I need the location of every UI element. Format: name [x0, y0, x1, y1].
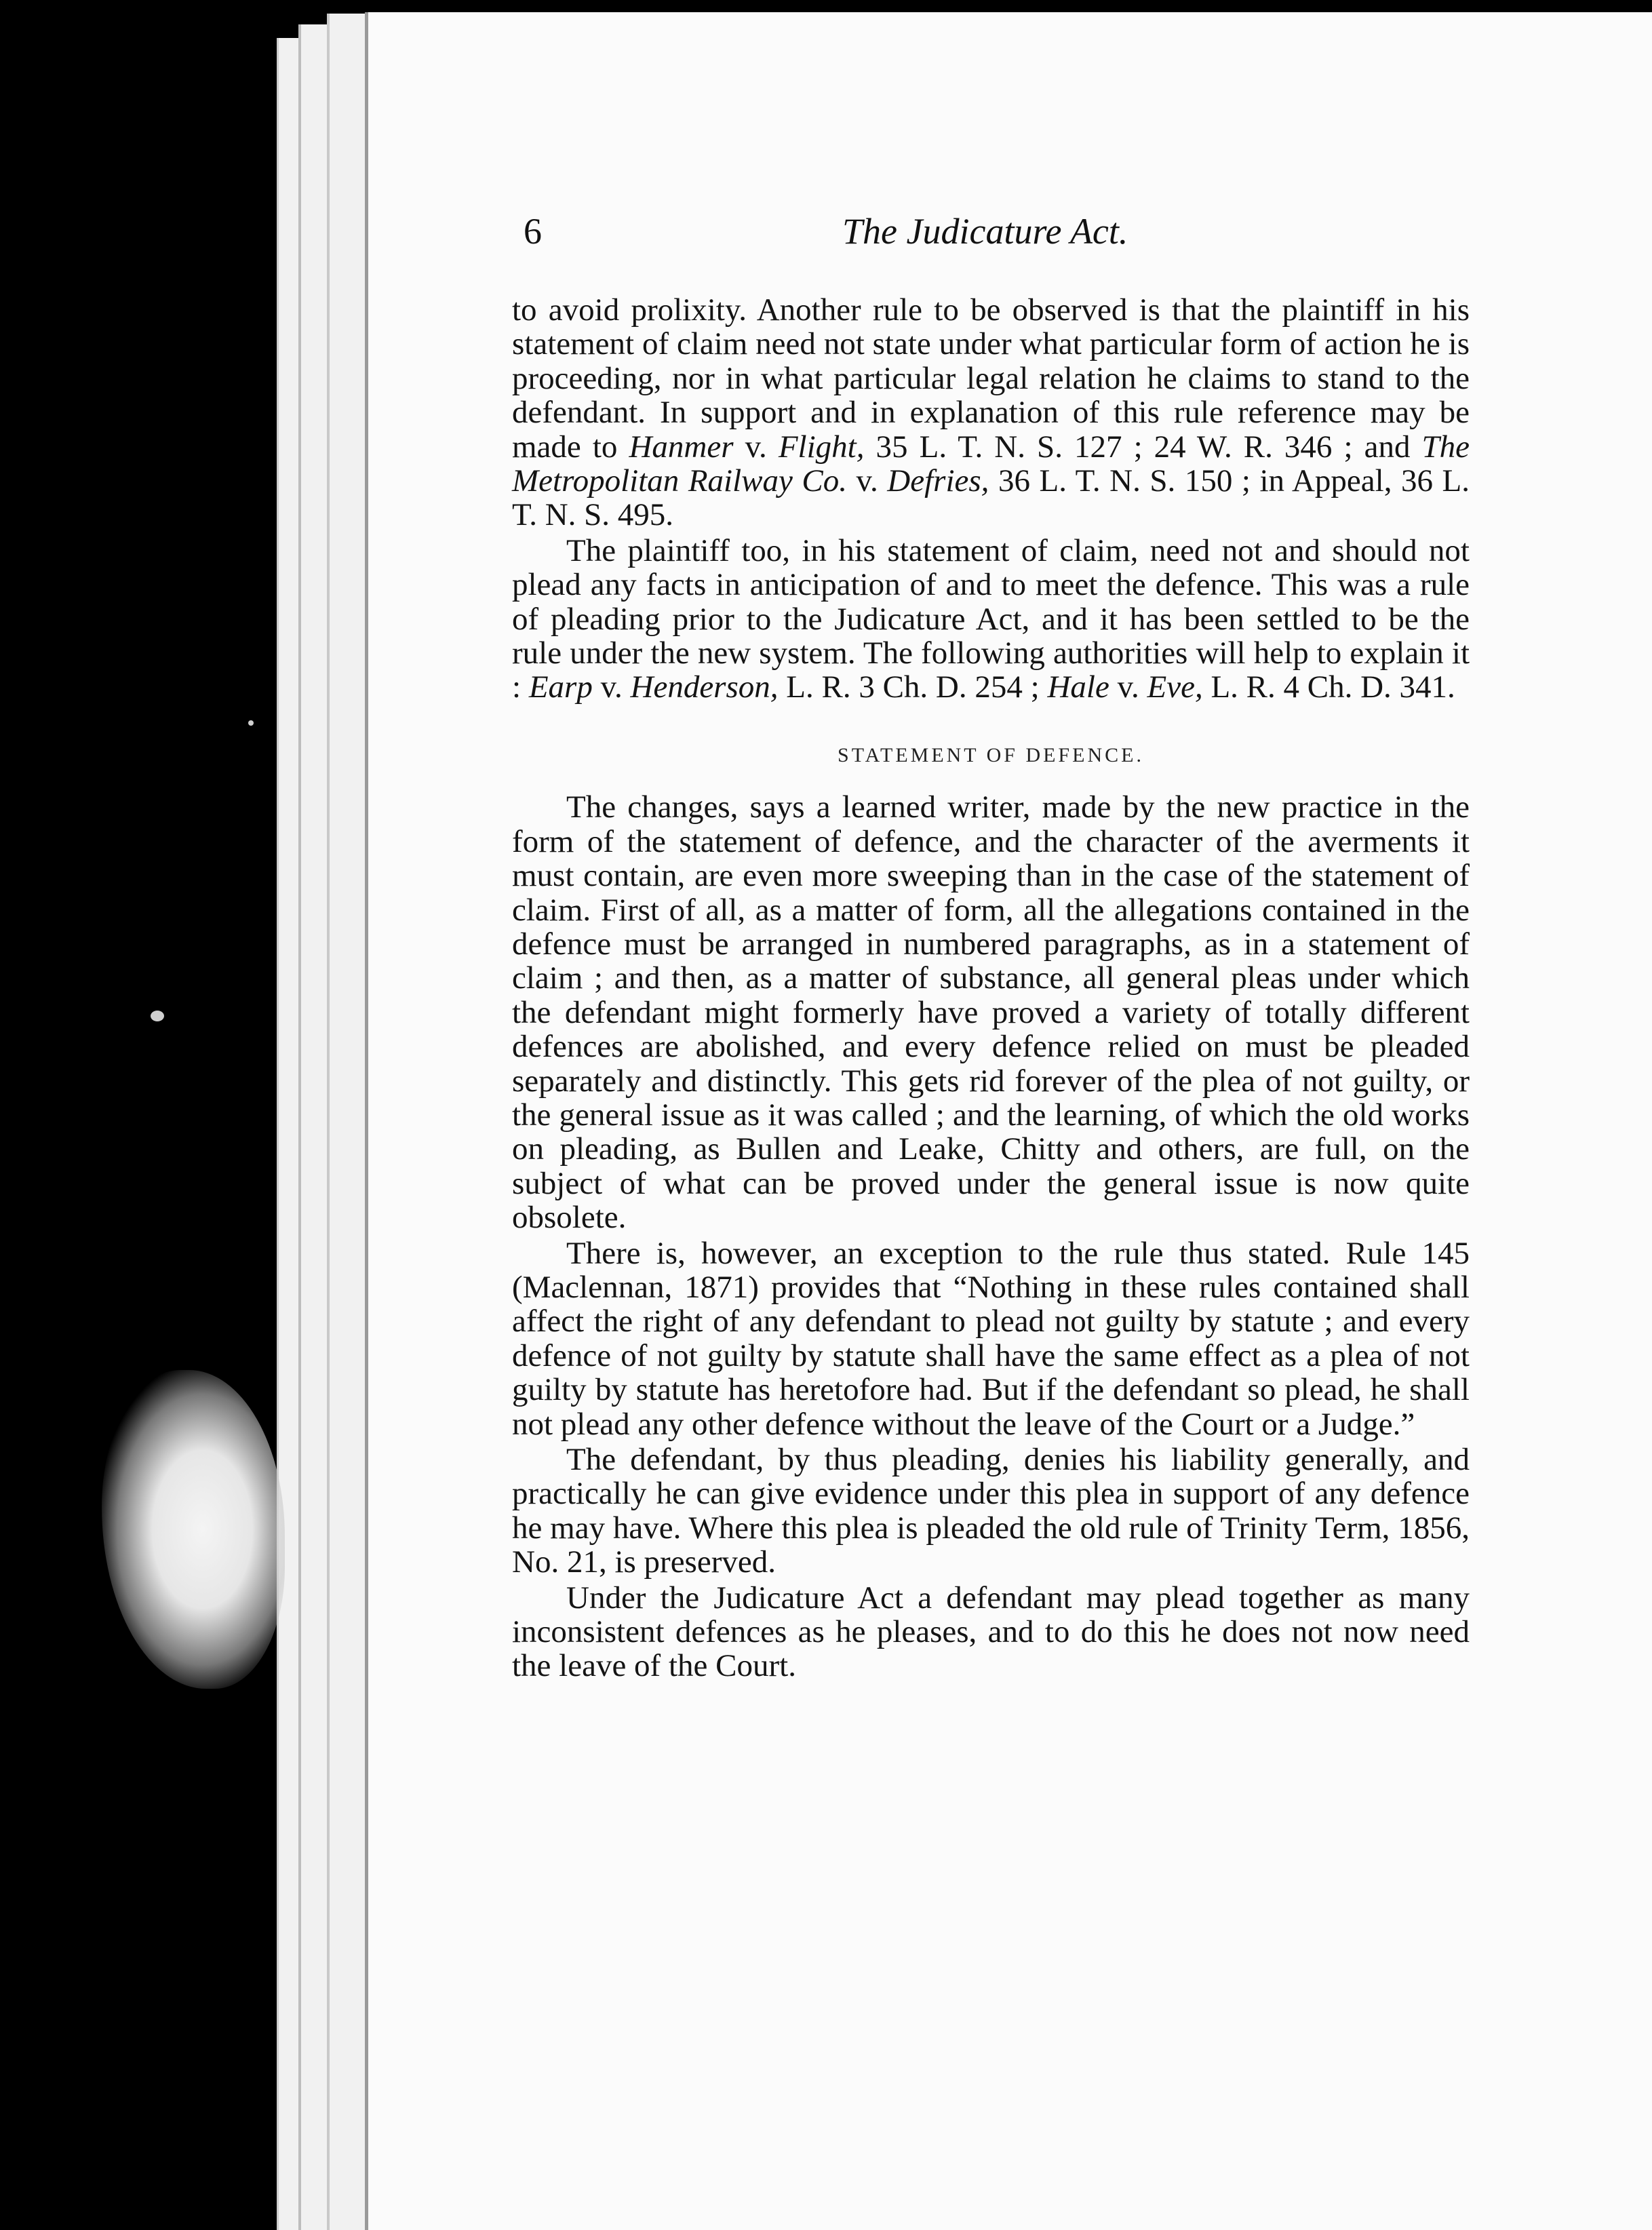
text-run: v. — [847, 463, 888, 499]
paragraph: Under the Judicature Act a defendant may plead together as many inconsistent defences as he pleases, and to do this he does not now need the leave of the Court. — [512, 1580, 1470, 1684]
text-run: L. R. 3 Ch. D. 254 ; — [778, 669, 1048, 705]
case-name: Hale — [1047, 669, 1109, 705]
page-header — [524, 210, 1487, 258]
text-run: v. — [592, 669, 631, 705]
running-title: The Judicature Act. — [842, 211, 1128, 252]
body-text — [512, 293, 1470, 1685]
page-edge — [298, 24, 328, 2230]
section-heading: STATEMENT OF DEFENCE. — [838, 743, 1144, 766]
speck — [248, 720, 254, 726]
text-run: v. — [733, 429, 779, 465]
case-name: Eve, — [1147, 669, 1203, 705]
case-name: Henderson, — [630, 669, 779, 705]
case-name: Flight, — [778, 429, 865, 465]
case-name: The Metropolitan Railway Co. — [512, 429, 1470, 499]
paragraph — [512, 534, 1470, 705]
paragraph: The changes, says a learned writer, made by the new practice in the form of the statement of defence, and the character of the averments it must contain, are even more sweeping than in the case of the statement of claim. First of all, as a matter of form, all the allegations contained in the defence must be arranged in numbered paragraphs, as in a statement of claim ; and then, as a matter of substance, all general pleas under which the defendant might formerly have proved a variety of totally different defences are abolished, and every defence relied on must be pleaded separately and distinctly. This gets rid forever of the plea of not guilty, or the general issue as it was called ; and the learning, of which the old works on pleading, as Bullen and Leake, Chitty and others, are full, on the subject of what can be proved under the general issue is now quite obsolete. — [512, 789, 1470, 1236]
text-run: L. R. 4 Ch. D. 341. — [1202, 669, 1455, 705]
page-number: 6 — [524, 211, 542, 252]
page-edge — [277, 38, 299, 2230]
paragraph: There is, however, an exception to the rule thus stated. Rule 145 (Maclennan, 1871) provides that “Nothing in these rules contained shall affect the right of any defendant to plead not guilty by statute ; and every defence of not guilty by statute shall have the same effect as a plea of not guilty by statute has heretofore had. But if the defendant so plead, he shall not plead any other defence without the leave of the Court or a Judge.” — [512, 1235, 1470, 1442]
case-name: Defries, — [887, 463, 989, 499]
paragraph — [512, 293, 1470, 532]
paper-damage — [102, 1370, 285, 1689]
text-run: The plaintiff too, in his statement of claim, need not and should not plead any facts in anticipation of and to meet the defence. This was a rule of pleading prior to the Judicature Act, and it has been settled to be the rule under the new system. The following authorities will help to explain it : — [512, 532, 1470, 705]
speck — [151, 1011, 164, 1021]
case-name: Hanmer — [629, 429, 734, 465]
text-run: to avoid prolixity. Another rule to be observed is that the plaintiff in his statement of claim need not state under what particular form of action he is proceeding, nor in what particular legal relation he claims to stand to the defendant. In support and in explanation of this rule reference may be made to — [512, 292, 1470, 465]
text-run: 36 L. T. N. S. 150 ; in Appeal, 36 L. T. N. S. 495. — [512, 463, 1470, 533]
page-edge — [327, 14, 368, 2230]
text-run: 35 L. T. N. S. 127 ; 24 W. R. 346 ; and — [864, 429, 1422, 465]
paragraph: The defendant, by thus pleading, denies his liability generally, and practically he can give evidence under this plea in support of any defence he may have. Where this plea is pleaded the old rule of Trinity Term, 1856, No. 21, is preserved. — [512, 1442, 1470, 1580]
case-name: Earp — [528, 669, 593, 705]
text-run: v. — [1109, 669, 1147, 705]
